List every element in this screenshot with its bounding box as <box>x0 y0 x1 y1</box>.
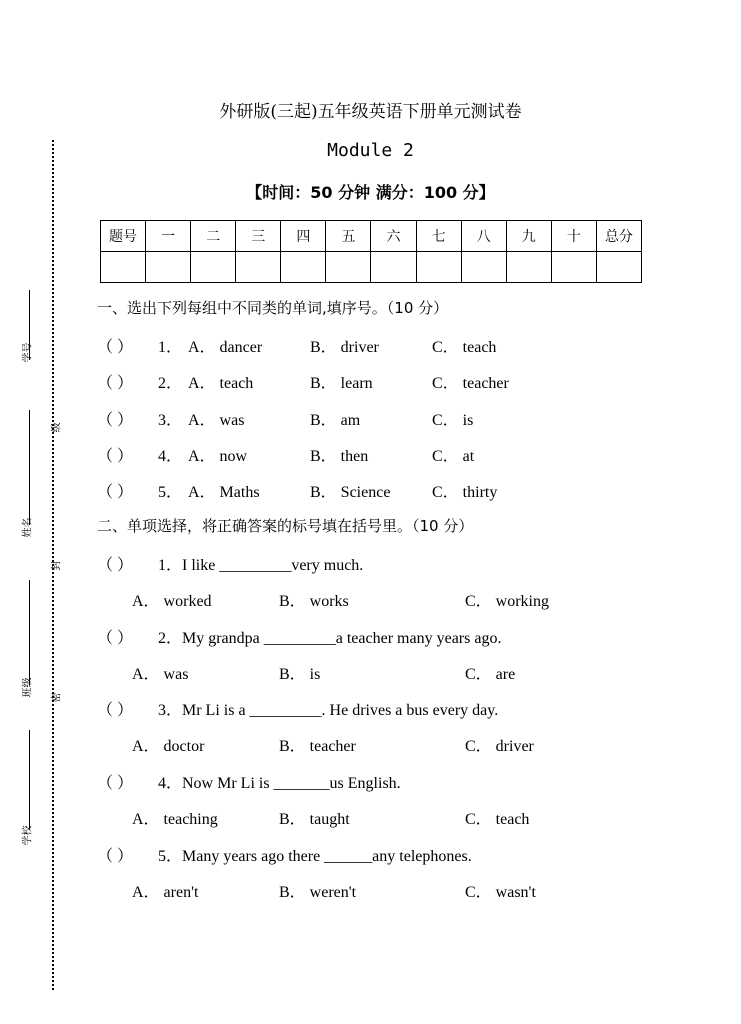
option-a: A． now <box>188 448 248 465</box>
score-entry-cell[interactable] <box>191 252 236 283</box>
section1-heading: 一、选出下列每组中不同类的单词,填序号。（10 分） <box>97 299 449 317</box>
school-line <box>29 730 30 830</box>
answer-paren[interactable]: （ ） <box>97 775 134 792</box>
option-c: C． at <box>432 448 475 465</box>
score-header-cell: 五 <box>326 221 371 252</box>
score-table-entry-row <box>101 252 642 283</box>
question-stem: 5．Many years ago there ______any telephones. <box>158 848 472 865</box>
option-b: B． weren't <box>279 884 357 901</box>
option-c: C． are <box>465 666 516 683</box>
option-a: A． aren't <box>132 884 199 901</box>
option-b: B． Science <box>310 484 391 501</box>
answer-paren[interactable]: （ ） <box>97 484 134 501</box>
option-b: B． driver <box>310 339 379 356</box>
option-a: A． teaching <box>132 811 218 828</box>
option-b: B． learn <box>310 375 373 392</box>
score-header-cell: 九 <box>506 221 551 252</box>
option-c: C． working <box>465 593 550 610</box>
score-header-cell: 题号 <box>101 221 146 252</box>
score-header-cell: 七 <box>416 221 461 252</box>
option-c: C． is <box>432 412 474 429</box>
answer-paren[interactable]: （ ） <box>97 702 134 719</box>
option-c: C． teacher <box>432 375 509 392</box>
option-c: C． thirty <box>432 484 498 501</box>
section2-heading: 二、单项选择，将正确答案的标号填在括号里。（10 分） <box>97 517 474 535</box>
score-header-cell: 总分 <box>596 221 641 252</box>
question-number: 4． <box>158 448 183 465</box>
score-table-header-row <box>101 221 642 252</box>
option-a: A． was <box>188 412 245 429</box>
score-entry-cell[interactable] <box>371 252 416 283</box>
option-b: B． works <box>279 593 349 610</box>
answer-paren[interactable]: （ ） <box>97 557 134 574</box>
question-stem: 3．Mr Li is a _________. He drives a bus every day. <box>158 702 499 719</box>
score-header-cell: 六 <box>371 221 416 252</box>
score-entry-cell[interactable] <box>326 252 371 283</box>
option-a: A． worked <box>132 593 212 610</box>
name-line <box>29 410 30 525</box>
score-table <box>100 220 642 283</box>
option-b: B． teacher <box>279 738 356 755</box>
option-c: C． teach <box>432 339 497 356</box>
score-entry-cell[interactable] <box>461 252 506 283</box>
option-b: B． taught <box>279 811 350 828</box>
score-entry-cell[interactable] <box>236 252 281 283</box>
score-header-cell: 三 <box>236 221 281 252</box>
option-c: C． driver <box>465 738 534 755</box>
seal-label: 封 <box>51 560 63 571</box>
option-a: A． Maths <box>188 484 260 501</box>
name-label: 姓名 <box>22 517 34 538</box>
option-c: C． wasn't <box>465 884 536 901</box>
class-label: 班级 <box>22 677 34 698</box>
option-b: B． is <box>279 666 321 683</box>
question-number: 5． <box>158 484 183 501</box>
question-stem: 4．Now Mr Li is _______us English. <box>158 775 401 792</box>
time-and-score-info: 【时间：50 分钟 满分：100 分】 <box>246 183 495 202</box>
dense-label: 密 <box>51 692 63 703</box>
score-header-cell: 八 <box>461 221 506 252</box>
answer-paren[interactable]: （ ） <box>97 412 134 429</box>
option-a: A． dancer <box>188 339 263 356</box>
answer-paren[interactable]: （ ） <box>97 848 134 865</box>
score-entry-cell[interactable] <box>281 252 326 283</box>
score-header-cell: 四 <box>281 221 326 252</box>
question-stem: 1．I like _________very much. <box>158 557 364 574</box>
score-entry-cell[interactable] <box>146 252 191 283</box>
score-entry-cell[interactable] <box>416 252 461 283</box>
answer-paren[interactable]: （ ） <box>97 448 134 465</box>
option-b: B． then <box>310 448 369 465</box>
answer-paren[interactable]: （ ） <box>97 630 134 647</box>
school-label: 学校 <box>22 825 34 846</box>
score-entry-cell[interactable] <box>506 252 551 283</box>
score-entry-cell[interactable] <box>101 252 146 283</box>
exam-title: 外研版(三起)五年级英语下册单元测试卷 <box>219 102 522 122</box>
option-c: C． teach <box>465 811 530 828</box>
class-line <box>29 580 30 685</box>
question-number: 2． <box>158 375 183 392</box>
score-header-cell: 一 <box>146 221 191 252</box>
score-header-cell: 二 <box>191 221 236 252</box>
module-heading: Module 2 <box>327 140 414 161</box>
score-header-cell: 十 <box>551 221 596 252</box>
option-b: B． am <box>310 412 361 429</box>
class-group-label: 级 <box>51 422 63 433</box>
student-no-label: 学号 <box>22 342 34 363</box>
option-a: A． was <box>132 666 189 683</box>
answer-paren[interactable]: （ ） <box>97 375 134 392</box>
option-a: A． doctor <box>132 738 205 755</box>
score-entry-cell[interactable] <box>596 252 641 283</box>
option-a: A． teach <box>188 375 254 392</box>
question-number: 3． <box>158 412 183 429</box>
answer-paren[interactable]: （ ） <box>97 339 134 356</box>
score-entry-cell[interactable] <box>551 252 596 283</box>
question-stem: 2．My grandpa _________a teacher many years ago. <box>158 630 502 647</box>
question-number: 1． <box>158 339 183 356</box>
